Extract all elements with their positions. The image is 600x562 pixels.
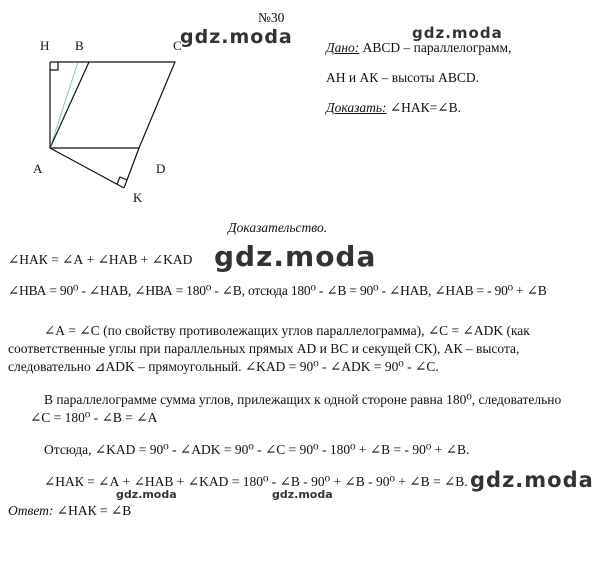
label-b: B [75,38,84,53]
problem-number: №30 [258,10,285,25]
label-d: D [156,161,166,176]
watermark-middle: gdz.moda [214,240,377,273]
answer-text: ∠НАК = ∠В [56,503,132,518]
extension-dk [124,148,139,188]
proof-line-3: ∠А = ∠С (по свойству противолежащих углов параллелограмма), ∠С = ∠ADK (как [44,323,530,338]
label-k: K [133,190,143,205]
parallelogram-abcd [50,62,175,148]
label-h: H [40,38,50,53]
prove-line [326,100,461,116]
proof-line-9: ∠НАК = ∠А + ∠НАВ + ∠KAD = 180⁰ - ∠В - 90⁰ + ∠В - 90⁰ + ∠В = ∠В. [44,474,468,489]
watermark-top: gdz.moda [180,26,293,48]
proof-line-2: ∠НВА = 90⁰ - ∠НАВ, ∠НВА = 180⁰ - ∠В, отсюда 180⁰ - ∠В = 90⁰ - ∠НАВ, ∠НАВ = - 90⁰ + ∠В [8,283,547,298]
proof-title: Доказательство. [228,220,328,235]
answer-line [8,503,131,519]
given-line-1 [326,40,511,56]
proof-line-1: ∠НАК = ∠А + ∠НАВ + ∠KAD [8,252,193,267]
watermark-small-2: gdz.moda [272,488,333,501]
proof-line-6: В параллелограмме сумма углов, прилежащих к одной стороне равна 180⁰, следовательно [44,392,562,407]
given-label: Дано: [326,40,360,55]
answer-label: Ответ: [8,503,54,518]
prove-text: ∠НАК=∠В. [389,100,461,115]
watermark-top-right: gdz.moda [412,24,503,42]
label-a: A [33,161,43,176]
proof-line-8: Отсюда, ∠KAD = 90⁰ - ∠ADK = 90⁰ - ∠С = 90⁰ - 180⁰ + ∠В = - 90⁰ + ∠В. [44,442,470,457]
given-line-2: АН и АК – высоты ABCD. [326,70,479,85]
proof-line-7: ∠С = 180⁰ - ∠В = ∠А [30,410,158,425]
height-ak [50,148,124,188]
teal-stroke [50,62,78,148]
label-c: C [173,38,182,53]
watermark-small-1: gdz.moda [116,488,177,501]
right-angle-mark-h [50,62,58,70]
proof-line-5: следовательно ⊿ADK – прямоугольный. ∠KAD = 90⁰ - ∠ADK = 90⁰ - ∠С. [8,359,439,374]
proof-line-4: соответственные углы при параллельных прямых AD и ВС и секущей СК), АК – высота, [8,341,520,356]
given-text-1: ABCD – параллелограмм, [362,40,512,55]
watermark-right: gdz.moda [470,468,594,492]
prove-label: Доказать: [326,100,387,115]
